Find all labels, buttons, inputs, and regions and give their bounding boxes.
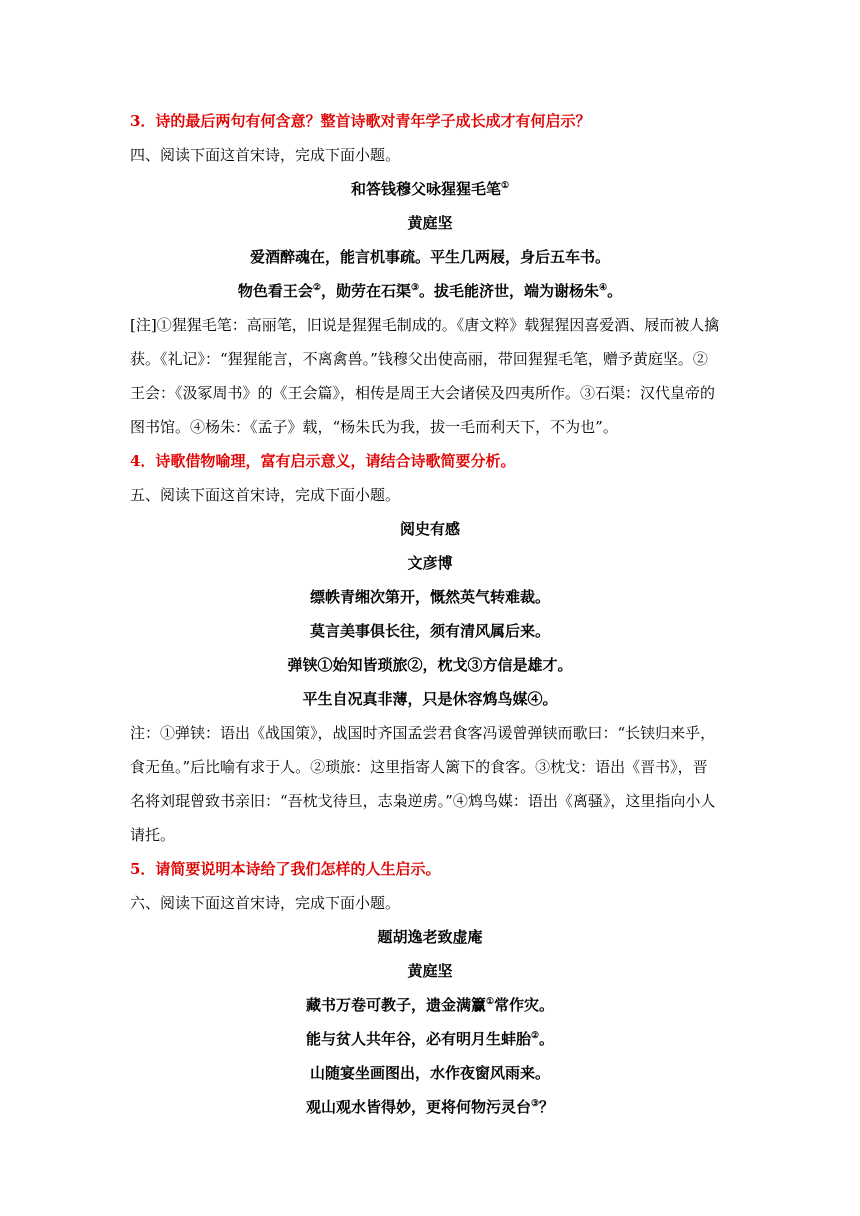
poem-5-author: 文彦博 [407,554,453,572]
poem-6-line: 山随宴坐画图出，水作夜窗风雨来。 [309,1064,550,1082]
poem-4-note: [注]①猩猩毛笔：高丽笔，旧说是猩猩毛制成的。《唐文粹》载猩猩因喜爱酒、屐而被人擒 [130,316,720,334]
poem-6-title: 题胡逸老致虚庵 [377,928,483,946]
poem-5-note: 请托。 [130,826,176,844]
poem-4-note: 获。《礼记》：“猩猩能言，不离禽兽。”钱穆父出使高丽，带回猩猩毛笔，赠予黄庭坚。② [130,350,708,368]
section-4-heading: 四、阅读下面这首宋诗，完成下面小题。 [130,146,401,164]
poem-5-line: 缥帙青缃次第开，慨然英气转难裁。 [309,588,550,606]
poem-4-line-2: 物色看王会②，勋劳在石渠③。拔毛能济世，端为谢杨朱④。 [237,282,623,300]
question-4: 4．诗歌借物喻理，富有启示意义，请结合诗歌简要分析。 [130,452,516,470]
poem-4-note: 王会：《汲冢周书》的《王会篇》，相传是周王大会诸侯及四夷所作。③石渠：汉代皇帝的 [130,384,716,402]
poem-6-author: 黄庭坚 [407,962,453,980]
poem-5-line: 平生自况真非薄，只是休容鸩鸟媒④。 [302,690,558,708]
poem-5-title: 阅史有感 [399,520,460,538]
poem-4-line-1: 爱酒醉魂在，能言机事疏。平生几两屐，身后五车书。 [249,248,610,266]
poem-4-author: 黄庭坚 [407,214,453,232]
poem-5-line: 莫言美事俱长往，须有清风属后来。 [309,622,550,640]
poem-6-line: 能与贫人共年谷，必有明月生蚌胎②。 [305,1030,555,1048]
poem-4-title: 和答钱穆父咏猩猩毛笔① [350,180,510,198]
poem-5-note: 名将刘琨曾致书亲旧：“吾枕戈待旦，志枭逆虏。”④鸩鸟媒：语出《离骚》，这里指向小人 [130,792,716,810]
section-5-heading: 五、阅读下面这首宋诗，完成下面小题。 [130,486,401,504]
section-6-heading: 六、阅读下面这首宋诗，完成下面小题。 [130,894,401,912]
question-5: 5．请简要说明本诗给了我们怎样的人生启示。 [130,860,441,878]
poem-6-line: 藏书万卷可教子，遗金满籯①常作灾。 [305,996,555,1014]
poem-5-line: 弹铗①始知皆琐旅②，枕戈③方信是雄才。 [287,656,573,674]
question-3: 3．诗的最后两句有何含意？整首诗歌对青年学子成长成才有何启示？ [130,112,591,130]
poem-6-line: 观山观水皆得妙，更将何物污灵台③？ [305,1098,555,1116]
poem-4-note: 图书馆。④杨朱：《孟子》载，“杨朱氏为我，拔一毛而利天下，不为也”。 [130,418,618,436]
poem-5-note: 食无鱼。”后比喻有求于人。②琐旅：这里指寄人篱下的食客。③枕戈：语出《晋书》，晋 [130,758,708,776]
poem-5-note: 注：①弹铗：语出《战国策》，战国时齐国孟尝君食客冯谖曾弹铗而歌曰：“长铗归来乎， [130,724,716,742]
